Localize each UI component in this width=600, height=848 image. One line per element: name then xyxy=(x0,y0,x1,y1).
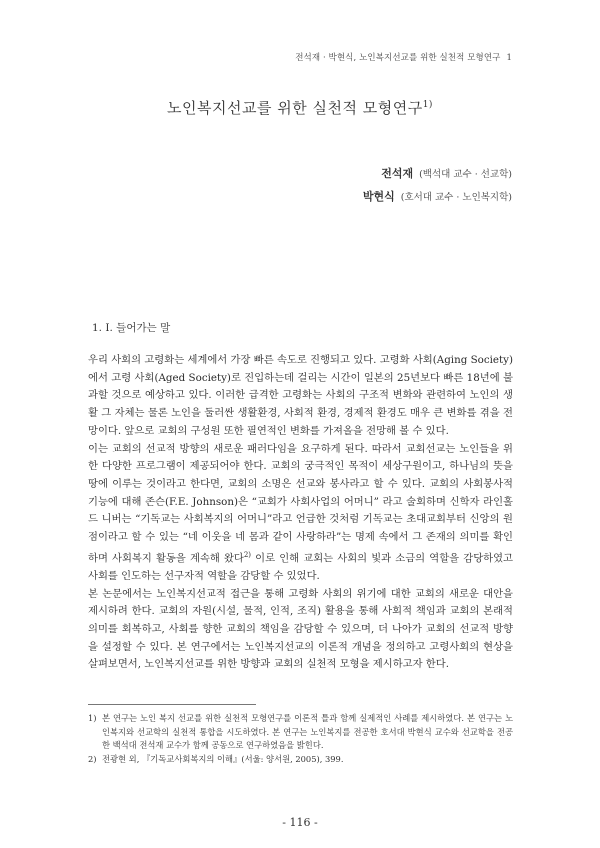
author-affiliation: (백석대 교수 · 선교학) xyxy=(419,169,512,180)
body-text xyxy=(88,352,513,674)
footnotes xyxy=(88,712,513,766)
page-number: - 116 - xyxy=(282,816,318,829)
paragraph-2 xyxy=(88,441,513,586)
author-name: 박현식 xyxy=(362,190,395,203)
paragraph-3: 본 논문에서는 노인복지선교적 접근을 통해 고령화 사회의 위기에 대한 교회의 새로운 대안을 제시하려 한다. 교회의 자원(시설, 물적, 인적, 조직) 활용을 통해 사회적 책임과 교회의 본래적 의미를 회복하고, 사회를 향한 교회의 책임을 감당할 수 있으며, 더 나아가 교회의 선교적 방향을 설정할 수 있다. 본 연구에서는 노인복지선교의 이론적 개념을 정의하고 고령사회의 현상을 살펴보면서, 노인복지선교를 위한 방향과 교회의 실천적 모형을 제시하고자 한다. xyxy=(88,587,513,671)
running-head-text: 전석재 · 박현식, 노인복지선교를 위한 실천적 모형연구 xyxy=(295,53,501,63)
paper-title-text: 노인복지선교를 위한 실천적 모형연구 xyxy=(167,99,423,117)
footnote-number: 2) xyxy=(88,753,97,764)
running-head xyxy=(295,51,512,63)
paragraph-2-part-a: 이는 교회의 선교적 방향의 새로운 패러다임을 요구하게 된다. 따라서 교회선교는 노인들을 위한 다양한 프로그램이 제공되어야 한다. 교회의 궁극적인 목적이 세상구원이고, 하나님의 뜻을 땅에 이루는 것이라고 한다면, 교회의 소명은 선교와 봉사라고 할 수 있다. 교회의 사회봉사적 기능에 대해 존슨(F.E. Johnson)은 “교회가 사회사업의 어머니” 라고 술회하며 신학자 라인홀드 니버는 “기독교는 사회복지의 어머니”라고 언급한 것처럼 기독교는 초대교회부터 신앙의 원점이라고 할 수 있는 “네 이웃을 네 몸과 같이 사랑하라”는 명제 속에서 그 존재의 의미를 확인 하며 사회복지 활동을 계속해 왔다 xyxy=(88,442,513,565)
title-footnote-mark[interactable]: 1) xyxy=(422,100,433,110)
footnote-2 xyxy=(88,753,513,767)
footnote-text: 본 연구는 노인 복지 선교를 위한 실천적 모형연구를 이론적 틀과 함께 실제적인 사례를 제시하였다. 본 연구는 노인복지와 선교학의 실천적 통합을 시도하였다. 본 연구는 노인복지를 전공한 호서대 박현식 교수와 선교학을 전공한 백석대 전석재 교수가 함께 공동으로 연구하였음을 밝힌다. xyxy=(102,713,513,750)
footnote-1 xyxy=(88,712,513,753)
paragraph-2-part-b: 이로 인해 교회는 사회의 빛과 소금의 역할을 감당하였고 사회를 인도하는 선구자적 역할을 감당할 수 있었다. xyxy=(88,552,513,582)
paper-title xyxy=(0,97,600,118)
paragraph-1: 우리 사회의 고령화는 세계에서 가장 빠른 속도로 진행되고 있다. 고령화 사회(Aging Society)에서 고령 사회(Aged Society)로 진입하는데 걸리는 시간이 일본의 25년보다 빠른 18년에 불과할 것으로 예상하고 있다. 이러한 급격한 고령화는 사회의 구조적 변화와 관련하여 노인의 생활 그 자체는 물론 노인을 둘러싼 생활환경, 사회적 환경, 경제적 환경도 매우 큰 변화를 겪을 전망이다. 앞으로 교회의 구성원 또한 필연적인 변화를 가져올을 전망해 볼 수 있다. xyxy=(88,354,513,437)
author-2 xyxy=(363,188,512,204)
footnote-divider xyxy=(88,704,256,705)
author-1 xyxy=(381,165,512,181)
section-heading: 1. I. 들어가는 말 xyxy=(92,322,171,334)
author-name: 전석재 xyxy=(381,167,414,180)
footnote-text: 전광현 외, 『기독교사회복지의 이해』(서울: 양서원, 2005), 399. xyxy=(102,753,344,764)
author-affiliation: (호서대 교수 · 노인복지학) xyxy=(400,192,512,203)
footnote-number: 1) xyxy=(88,713,97,723)
footnote-mark-2[interactable]: 2) xyxy=(243,550,252,559)
running-head-page: 1 xyxy=(506,53,512,63)
